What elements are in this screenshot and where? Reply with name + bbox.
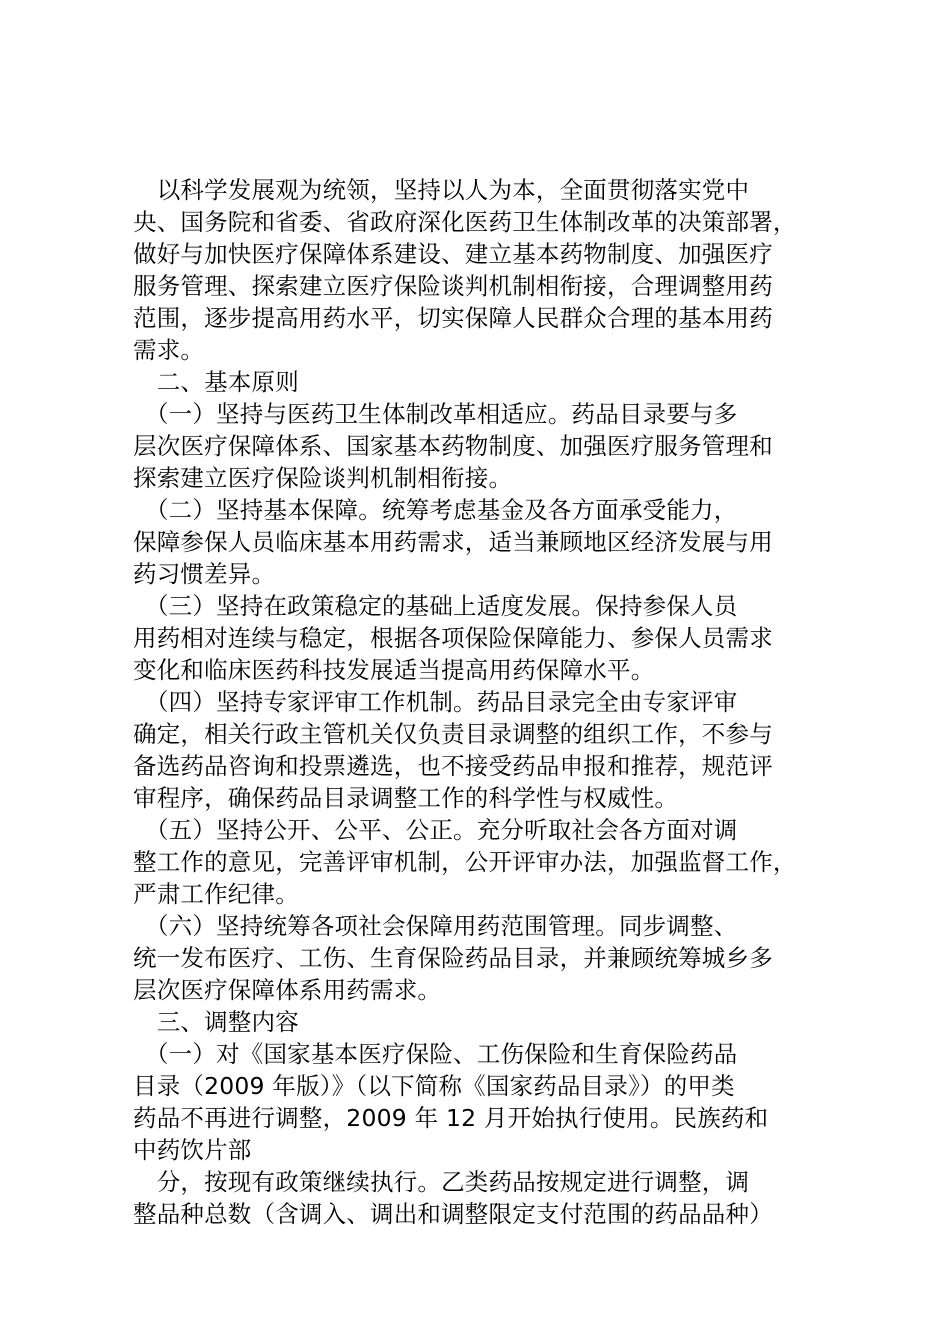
text-line: 药习惯差异。 [133,560,276,588]
text-line: 分，按现有政策继续执行。乙类药品按规定进行调整，调 [133,1168,750,1196]
section-heading: 二、基本原则 [133,368,299,396]
text-line: （三）坚持在政策稳定的基础上适度发展。保持参保人员 [133,592,738,620]
text-line: 严肃工作纪律。 [133,880,299,908]
text-line: 备选药品咨询和投票遴选，也不接受药品申报和推荐，规范评 [133,752,773,780]
text-line: （一）对《国家基本医疗保险、工伤保险和生育保险药品 [133,1040,738,1068]
text-line: 做好与加快医疗保障体系建设、建立基本药物制度、加强医疗 [133,240,773,268]
text-line: 中药饮片部 [133,1136,252,1164]
text-line: 以科学发展观为统领，坚持以人为本，全面贯彻落实党中 [133,176,750,204]
text-line: 用药相对连续与稳定，根据各项保险保障能力、参保人员需求 [133,624,773,652]
text-line: 整工作的意见，完善评审机制，公开评审办法，加强监督工作， [133,848,797,876]
text-line: 探索建立医疗保险谈判机制相衔接。 [133,464,513,492]
text-line: 层次医疗保障体系、国家基本药物制度、加强医疗服务管理和 [133,432,773,460]
text-line: 层次医疗保障体系用药需求。 [133,976,442,1004]
text-line: 审程序，确保药品目录调整工作的科学性与权威性。 [133,784,679,812]
section-heading: 三、调整内容 [133,1008,299,1036]
text-line: 服务管理、探索建立医疗保险谈判机制相衔接，合理调整用药 [133,272,773,300]
text-line: 变化和临床医药科技发展适当提高用药保障水平。 [133,656,655,684]
text-line: （五）坚持公开、公平、公正。充分听取社会各方面对调 [133,816,738,844]
text-line: 目录（2009 年版）》（以下简称《国家药品目录》）的甲类 [133,1072,735,1100]
text-line: 统一发布医疗、工伤、生育保险药品目录，并兼顾统筹城乡多 [133,944,773,972]
text-line: （六）坚持统筹各项社会保障用药范围管理。同步调整、 [133,912,738,940]
text-line: 央、国务院和省委、省政府深化医药卫生体制改革的决策部署， [133,208,797,236]
text-line: 整品种总数（含调入、调出和调整限定支付范围的药品品种） [133,1200,773,1228]
text-line: （二）坚持基本保障。统筹考虑基金及各方面承受能力， [133,496,738,524]
text-line: 药品不再进行调整，2009 年 12 月开始执行使用。民族药和 [133,1104,769,1132]
text-line: 范围，逐步提高用药水平，切实保障人民群众合理的基本用药 [133,304,773,332]
text-line: 保障参保人员临床基本用药需求，适当兼顾地区经济发展与用 [133,528,773,556]
text-line: （四）坚持专家评审工作机制。药品目录完全由专家评审 [133,688,738,716]
text-line: 需求。 [133,336,205,364]
text-line: （一）坚持与医药卫生体制改革相适应。药品目录要与多 [133,400,738,428]
text-line: 确定，相关行政主管机关仅负责目录调整的组织工作，不参与 [133,720,773,748]
